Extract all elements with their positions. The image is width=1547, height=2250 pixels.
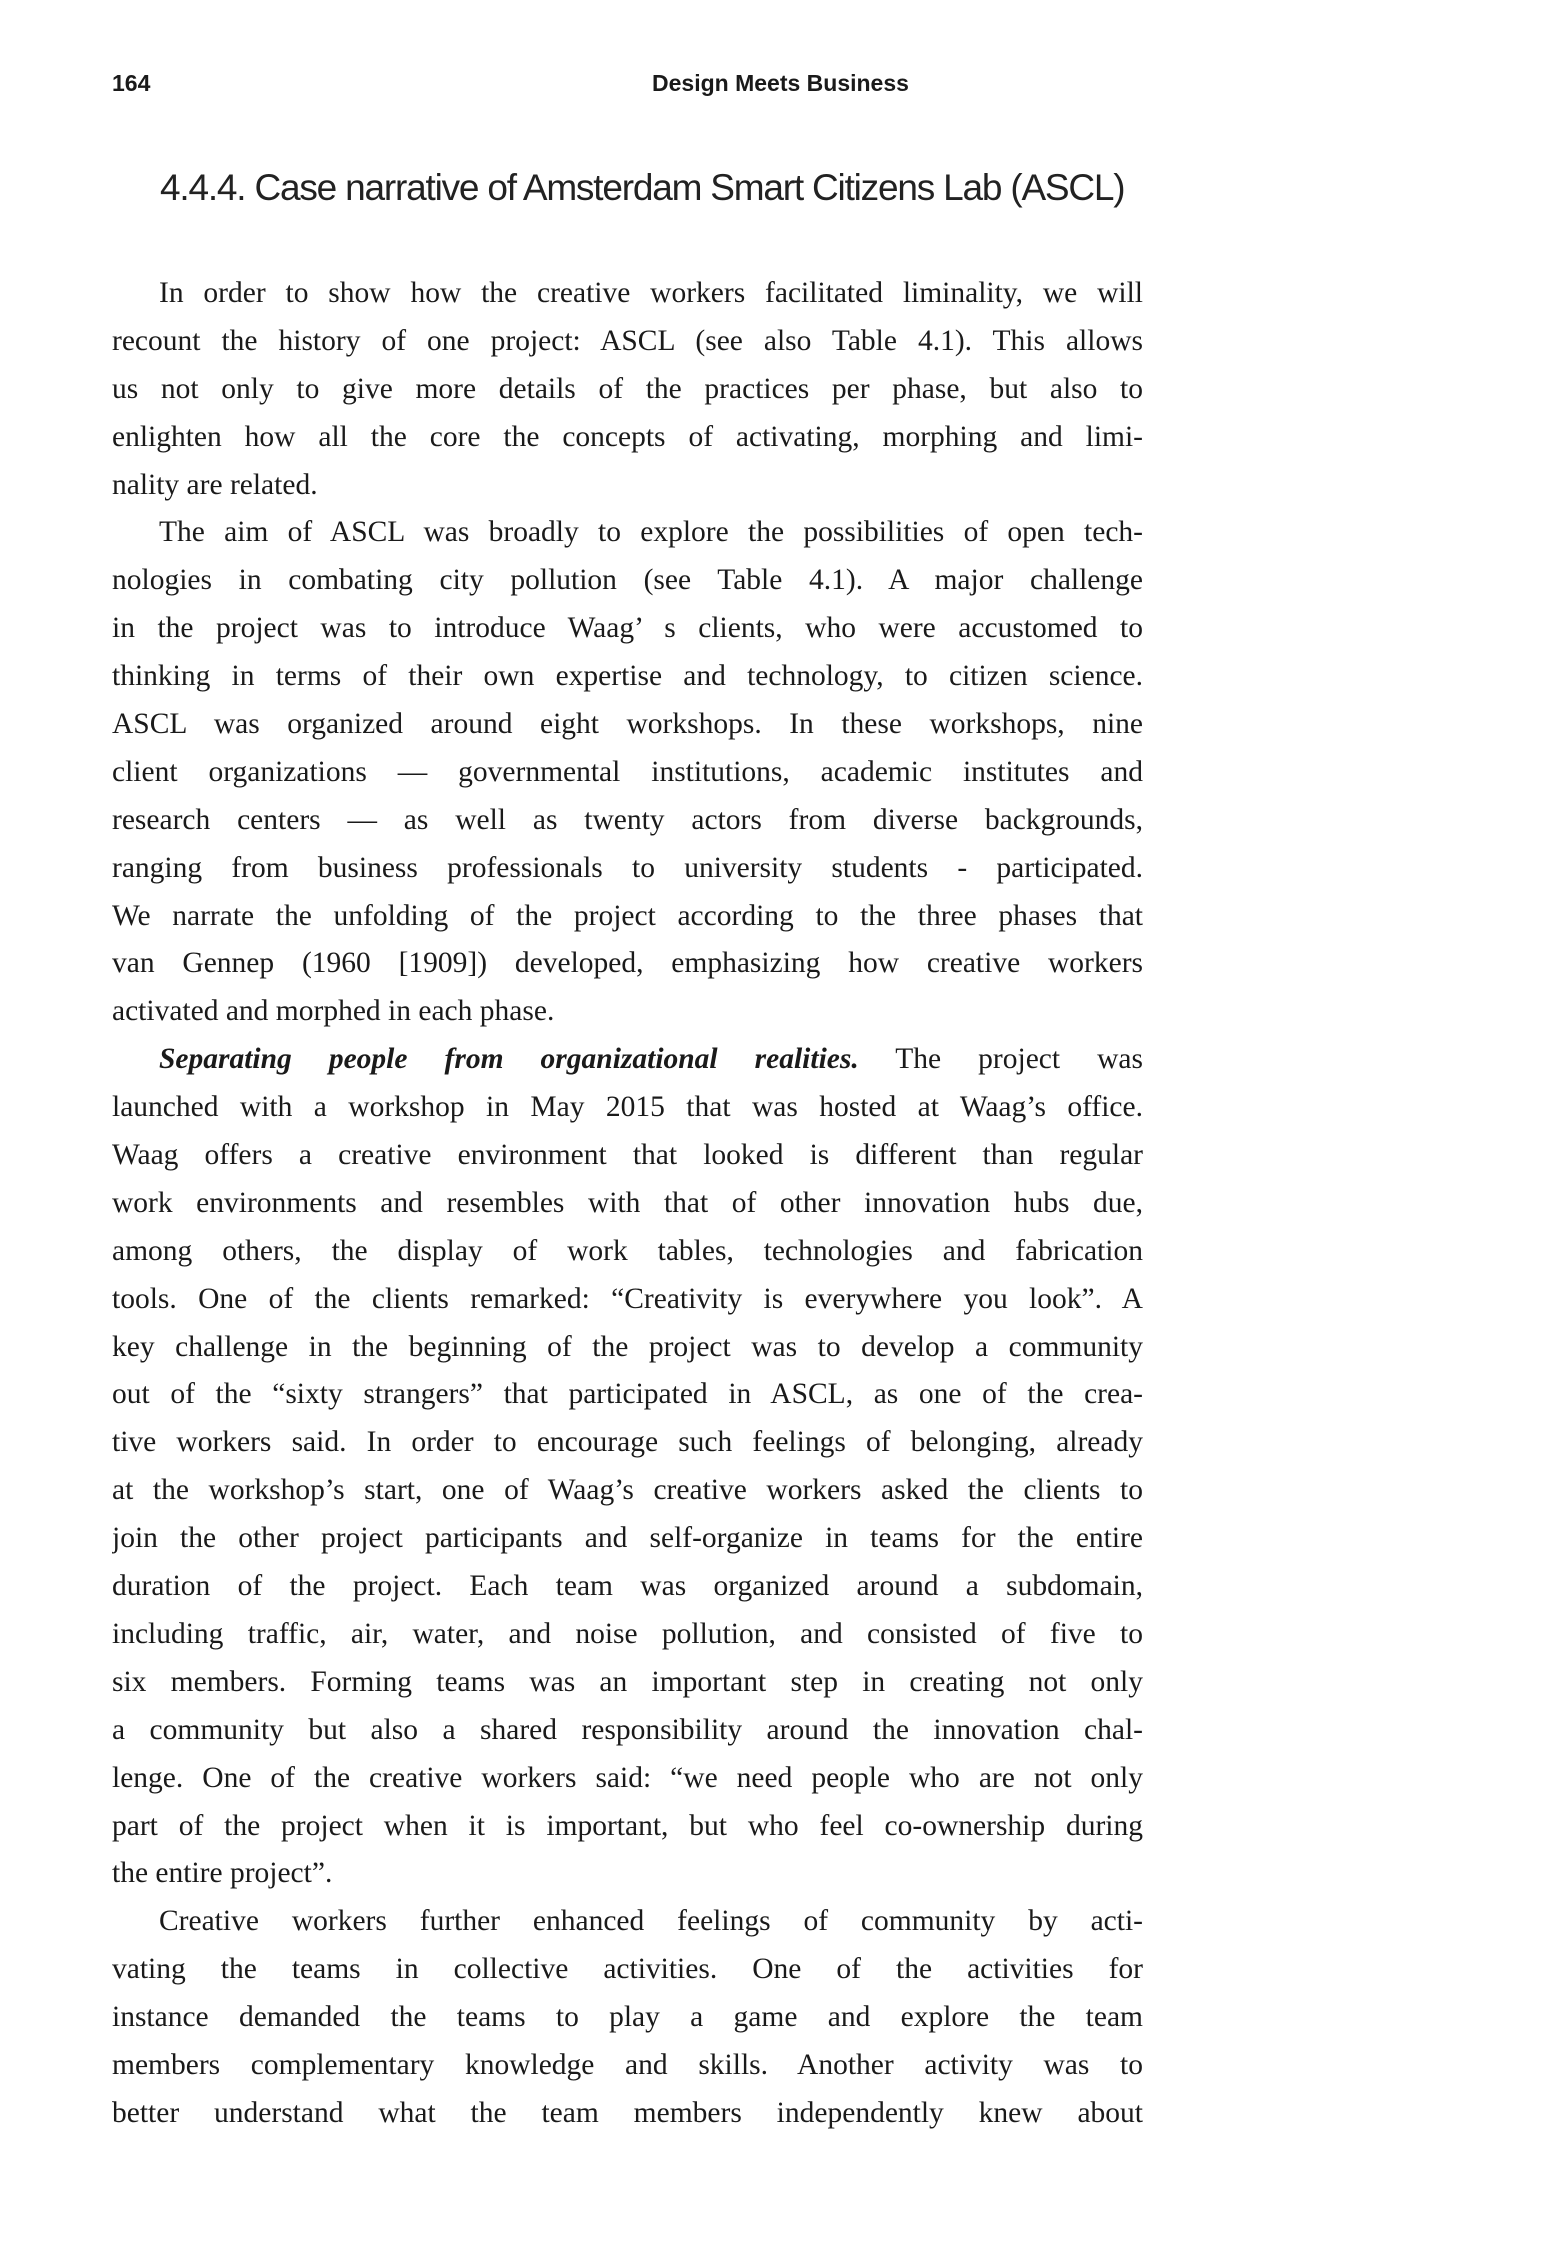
text-line: work environments and resembles with that of other innovation hubs due, xyxy=(112,1186,1143,1219)
text-line: at the workshop’s start, one of Waag’s creative workers asked the clients to xyxy=(112,1474,1143,1507)
text-line: join the other project participants and self-organize in teams for the entire xyxy=(112,1522,1143,1555)
text-line: six members. Forming teams was an important step in creating not only xyxy=(112,1665,1143,1698)
text-line: tive workers said. In order to encourage such feelings of belonging, already xyxy=(112,1426,1143,1459)
text-line: Creative workers further enhanced feelings of community by acti- xyxy=(159,1905,1143,1938)
section-heading: 4.4.4. Case narrative of Amsterdam Smart Citizens Lab (ASCL) xyxy=(160,167,1125,208)
text-line: In order to show how the creative workers facilitated liminality, we will xyxy=(159,277,1143,309)
text-line: We narrate the unfolding of the project according to the three phases that xyxy=(112,899,1143,932)
text-line: lenge. One of the creative workers said: “we need people who are not only xyxy=(112,1761,1143,1794)
text-line: enlighten how all the core the concepts of activating, morphing and limi- xyxy=(112,420,1143,453)
text-line: better understand what the team members independently knew about xyxy=(112,2096,1143,2129)
text-line: van Gennep (1960 [1909]) developed, emphasizing how creative workers xyxy=(112,947,1143,980)
text-line xyxy=(112,1036,1143,1084)
text-line: out of the “sixty strangers” that participated in ASCL, as one of the crea- xyxy=(112,1378,1143,1411)
text-line: ASCL was organized around eight workshops. In these workshops, nine xyxy=(112,708,1143,741)
text-line: in the project was to introduce Waag’ s clients, who were accustomed to xyxy=(112,612,1143,645)
text-line: Waag offers a creative environment that looked is different than regular xyxy=(112,1139,1143,1172)
text-line: tools. One of the clients remarked: “Creativity is everywhere you look”. A xyxy=(112,1282,1143,1315)
text-line: including traffic, air, water, and noise pollution, and consisted of five to xyxy=(112,1617,1143,1650)
text-line: activated and morphed in each phase. xyxy=(112,995,555,1028)
text-line: vating the teams in collective activities. One of the activities for xyxy=(112,1953,1143,1986)
text-line: client organizations — governmental institutions, academic institutes and xyxy=(112,755,1143,788)
text-line: us not only to give more details of the practices per phase, but also to xyxy=(112,372,1143,405)
body-text xyxy=(112,270,1143,2138)
text-line-rest: The project was xyxy=(895,1043,1143,1076)
text-line: launched with a workshop in May 2015 that was hosted at Waag’s office. xyxy=(112,1091,1143,1124)
text-line: a community but also a shared responsibility around the innovation chal- xyxy=(112,1713,1143,1746)
text-line: instance demanded the teams to play a game and explore the team xyxy=(112,2001,1143,2034)
text-line: the entire project”. xyxy=(112,1857,333,1890)
text-line: ranging from business professionals to university students - participated. xyxy=(112,851,1143,884)
running-title: Design Meets Business xyxy=(652,70,909,96)
text-line: part of the project when it is important, but who feel co-ownership during xyxy=(112,1809,1143,1842)
text-line: key challenge in the beginning of the project was to develop a community xyxy=(112,1330,1143,1363)
text-line: research centers — as well as twenty actors from diverse backgrounds, xyxy=(112,803,1143,836)
text-line: among others, the display of work tables, technologies and fabrication xyxy=(112,1234,1143,1267)
italic-run-in-heading: Separating people from organizational realities. xyxy=(159,1043,859,1076)
page-number: 164 xyxy=(112,70,151,96)
text-line: thinking in terms of their own expertise and technology, to citizen science. xyxy=(112,660,1143,693)
text-line: duration of the project. Each team was organized around a subdomain, xyxy=(112,1570,1143,1603)
text-line: The aim of ASCL was broadly to explore the possibilities of open tech- xyxy=(159,516,1143,549)
text-line: recount the history of one project: ASCL (see also Table 4.1). This allows xyxy=(112,324,1143,357)
text-line: members complementary knowledge and skills. Another activity was to xyxy=(112,2048,1143,2081)
text-line: nality are related. xyxy=(112,468,318,501)
text-line: nologies in combating city pollution (see Table 4.1). A major challenge xyxy=(112,564,1143,597)
